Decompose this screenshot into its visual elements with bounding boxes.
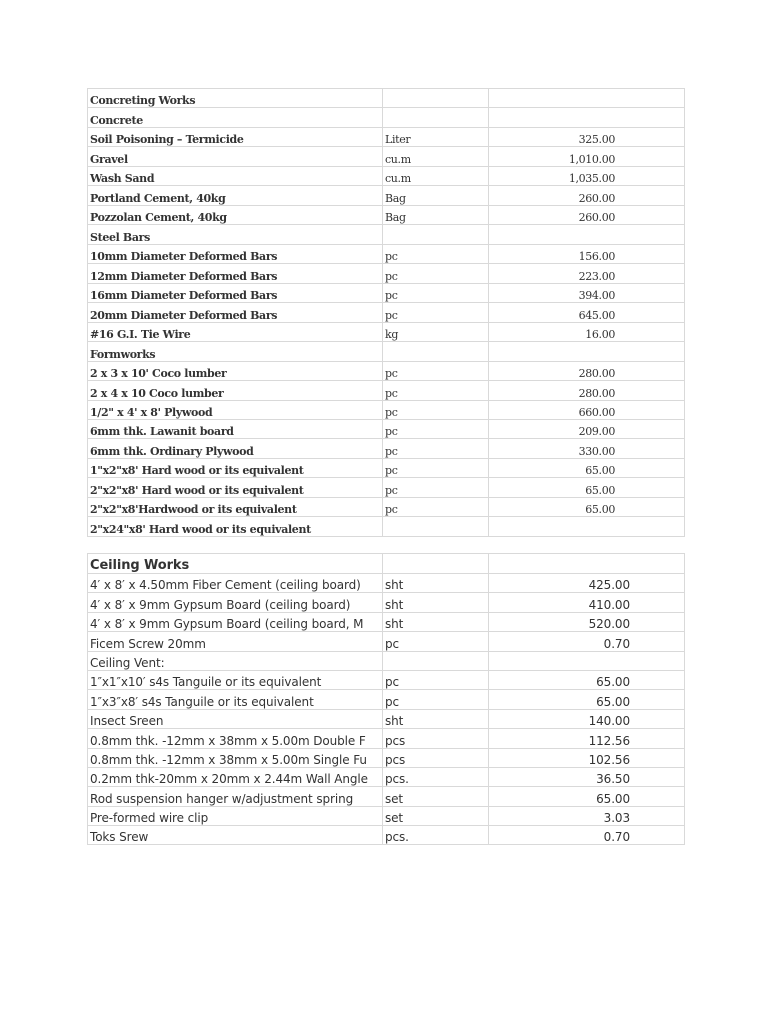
price-cell: 140.00 (489, 709, 685, 728)
price-cell: 325.00 (489, 127, 685, 146)
unit-cell: sht (383, 709, 489, 728)
table-row (88, 517, 685, 536)
unit-cell: set (383, 806, 489, 825)
unit-cell: pc (383, 670, 489, 689)
item-cell: Formworks (88, 342, 383, 361)
unit-cell (383, 108, 489, 127)
item-cell: Pre-formed wire clip (88, 806, 383, 825)
price-cell: 112.56 (489, 729, 685, 748)
table-row (88, 670, 685, 689)
item-cell: 1″x1″x10′ s4s Tanguile or its equivalent (88, 670, 383, 689)
price-cell: 65.00 (489, 690, 685, 709)
unit-cell: pc (383, 439, 489, 458)
table-row (88, 89, 685, 108)
table-row (88, 612, 685, 631)
item-cell: Ceiling Works (88, 554, 383, 574)
item-cell: 20mm Diameter Deformed Bars (88, 303, 383, 322)
unit-cell (383, 89, 489, 108)
table-row (88, 303, 685, 322)
unit-cell: pcs (383, 729, 489, 748)
table-row (88, 806, 685, 825)
item-cell: 1"x2"x8' Hard wood or its equivalent (88, 458, 383, 477)
item-cell: Pozzolan Cement, 40kg (88, 205, 383, 224)
price-cell: 260.00 (489, 186, 685, 205)
unit-cell: set (383, 787, 489, 806)
unit-cell: Liter (383, 127, 489, 146)
ceiling-works-table (87, 553, 685, 845)
price-cell: 520.00 (489, 612, 685, 631)
unit-cell: pc (383, 264, 489, 283)
table-row (88, 205, 685, 224)
table-row (88, 419, 685, 438)
item-cell: Steel Bars (88, 225, 383, 244)
price-cell: 65.00 (489, 478, 685, 497)
table-row (88, 826, 685, 845)
price-cell: 394.00 (489, 283, 685, 302)
price-cell: 36.50 (489, 767, 685, 786)
price-cell: 280.00 (489, 381, 685, 400)
table-row (88, 381, 685, 400)
table-row (88, 361, 685, 380)
table-row (88, 593, 685, 612)
unit-cell: pc (383, 419, 489, 438)
item-cell: Concreting Works (88, 89, 383, 108)
price-cell: 3.03 (489, 806, 685, 825)
table-row (88, 690, 685, 709)
price-cell (489, 108, 685, 127)
price-cell: 1,010.00 (489, 147, 685, 166)
unit-cell: pc (383, 690, 489, 709)
table-row (88, 283, 685, 302)
table-row (88, 574, 685, 593)
unit-cell: Bag (383, 186, 489, 205)
price-cell: 65.00 (489, 670, 685, 689)
item-cell: Ceiling Vent: (88, 651, 383, 670)
item-cell: Concrete (88, 108, 383, 127)
table-row (88, 186, 685, 205)
price-cell: 660.00 (489, 400, 685, 419)
price-cell (489, 554, 685, 574)
unit-cell: pc (383, 497, 489, 516)
unit-cell: sht (383, 574, 489, 593)
table-row (88, 554, 685, 574)
concreting-works-table (87, 88, 685, 537)
unit-cell: Bag (383, 205, 489, 224)
unit-cell (383, 342, 489, 361)
table-row (88, 729, 685, 748)
ceiling-works-body (88, 554, 685, 845)
unit-cell: pc (383, 381, 489, 400)
table-row (88, 767, 685, 786)
item-cell: 0.8mm thk. -12mm x 38mm x 5.00m Double F (88, 729, 383, 748)
unit-cell: kg (383, 322, 489, 341)
unit-cell (383, 225, 489, 244)
price-cell (489, 342, 685, 361)
price-cell (489, 651, 685, 670)
price-cell: 645.00 (489, 303, 685, 322)
table-row (88, 439, 685, 458)
item-cell: 6mm thk. Lawanit board (88, 419, 383, 438)
table-row (88, 400, 685, 419)
item-cell: Ficem Screw 20mm (88, 632, 383, 651)
unit-cell: pc (383, 458, 489, 477)
item-cell: 4′ x 8′ x 9mm Gypsum Board (ceiling board, M (88, 612, 383, 631)
price-cell (489, 225, 685, 244)
price-cell: 209.00 (489, 419, 685, 438)
table-row (88, 166, 685, 185)
table-row (88, 478, 685, 497)
item-cell: 0.2mm thk-20mm x 20mm x 2.44m Wall Angle (88, 767, 383, 786)
item-cell: 2"x2"x8'Hardwood or its equivalent (88, 497, 383, 516)
price-cell: 0.70 (489, 826, 685, 845)
item-cell: 2"x2"x8' Hard wood or its equivalent (88, 478, 383, 497)
price-cell: 1,035.00 (489, 166, 685, 185)
unit-cell: pc (383, 303, 489, 322)
price-cell: 16.00 (489, 322, 685, 341)
table-row (88, 342, 685, 361)
concreting-works-body (88, 89, 685, 537)
item-cell: 4′ x 8′ x 4.50mm Fiber Cement (ceiling board) (88, 574, 383, 593)
unit-cell (383, 517, 489, 536)
unit-cell: pc (383, 283, 489, 302)
item-cell: Rod suspension hanger w/adjustment spring (88, 787, 383, 806)
table-row (88, 787, 685, 806)
unit-cell (383, 554, 489, 574)
item-cell: 2 x 3 x 10' Coco lumber (88, 361, 383, 380)
item-cell: 10mm Diameter Deformed Bars (88, 244, 383, 263)
unit-cell: pc (383, 400, 489, 419)
item-cell: 1″x3″x8′ s4s Tanguile or its equivalent (88, 690, 383, 709)
table-row (88, 244, 685, 263)
table-row (88, 147, 685, 166)
table-row (88, 748, 685, 767)
table-row (88, 127, 685, 146)
unit-cell: pc (383, 478, 489, 497)
price-cell: 410.00 (489, 593, 685, 612)
price-cell: 102.56 (489, 748, 685, 767)
unit-cell: pcs. (383, 767, 489, 786)
item-cell: 16mm Diameter Deformed Bars (88, 283, 383, 302)
table-row (88, 709, 685, 728)
unit-cell (383, 651, 489, 670)
price-cell (489, 517, 685, 536)
table-row (88, 651, 685, 670)
price-cell: 223.00 (489, 264, 685, 283)
item-cell: Wash Sand (88, 166, 383, 185)
item-cell: 2 x 4 x 10 Coco lumber (88, 381, 383, 400)
item-cell: Soil Poisoning – Termicide (88, 127, 383, 146)
unit-cell: pcs (383, 748, 489, 767)
item-cell: 2"x24"x8' Hard wood or its equivalent (88, 517, 383, 536)
price-cell: 260.00 (489, 205, 685, 224)
table-row (88, 108, 685, 127)
unit-cell: pc (383, 361, 489, 380)
price-cell: 156.00 (489, 244, 685, 263)
unit-cell: sht (383, 612, 489, 631)
unit-cell: cu.m (383, 147, 489, 166)
item-cell: Gravel (88, 147, 383, 166)
price-cell: 330.00 (489, 439, 685, 458)
price-cell: 65.00 (489, 497, 685, 516)
table-row (88, 264, 685, 283)
item-cell: 1/2" x 4' x 8' Plywood (88, 400, 383, 419)
item-cell: Portland Cement, 40kg (88, 186, 383, 205)
price-cell: 280.00 (489, 361, 685, 380)
price-cell: 65.00 (489, 787, 685, 806)
table-row (88, 632, 685, 651)
item-cell: Toks Srew (88, 826, 383, 845)
price-cell: 0.70 (489, 632, 685, 651)
item-cell: 4′ x 8′ x 9mm Gypsum Board (ceiling board) (88, 593, 383, 612)
price-cell: 425.00 (489, 574, 685, 593)
item-cell: 0.8mm thk. -12mm x 38mm x 5.00m Single Fu (88, 748, 383, 767)
item-cell: #16 G.I. Tie Wire (88, 322, 383, 341)
unit-cell: pcs. (383, 826, 489, 845)
unit-cell: pc (383, 244, 489, 263)
price-cell (489, 89, 685, 108)
item-cell: Insect Sreen (88, 709, 383, 728)
item-cell: 12mm Diameter Deformed Bars (88, 264, 383, 283)
table-row (88, 322, 685, 341)
unit-cell: cu.m (383, 166, 489, 185)
price-cell: 65.00 (489, 458, 685, 477)
table-row (88, 458, 685, 477)
unit-cell: pc (383, 632, 489, 651)
item-cell: 6mm thk. Ordinary Plywood (88, 439, 383, 458)
unit-cell: sht (383, 593, 489, 612)
table-row (88, 497, 685, 516)
table-row (88, 225, 685, 244)
